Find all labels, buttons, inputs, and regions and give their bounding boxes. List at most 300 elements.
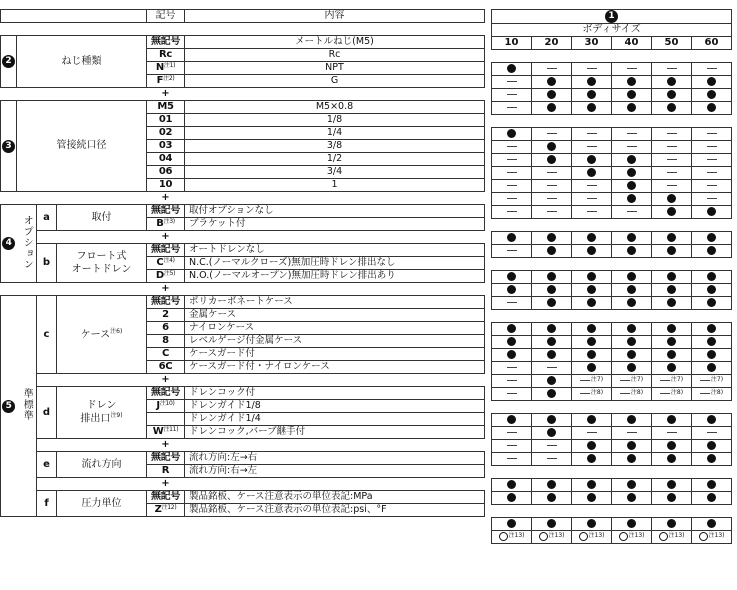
option-description: ポリカーボネートケース: [185, 296, 485, 309]
availability-cell: [532, 479, 572, 492]
availability-cell: [532, 388, 572, 401]
option-code: [147, 62, 185, 75]
spacer-cell: [185, 478, 485, 491]
available-dot: [587, 155, 596, 164]
availability-row: [492, 518, 732, 531]
size-header-values-row: [492, 37, 732, 50]
available-dot: [667, 285, 676, 294]
not-available-dash: [667, 133, 677, 134]
available-dot: [667, 194, 676, 203]
option-code-text: D: [155, 270, 164, 281]
not-available-dash: [707, 146, 717, 147]
available-dot: [707, 493, 716, 502]
availability-cell: [692, 440, 732, 453]
available-dot: [667, 77, 676, 86]
availability-cell: [692, 323, 732, 336]
availability-cell: [692, 453, 732, 466]
availability-cell: [532, 518, 572, 531]
availability-cell: [532, 531, 572, 544]
option-code-text: C: [161, 348, 170, 359]
not-available-dash: [707, 159, 717, 160]
availability-cell: [612, 128, 652, 141]
option-description: N.C.(ノーマルクローズ)無加圧時ドレン排出なし: [185, 257, 485, 270]
availability-cell: [692, 479, 732, 492]
availability-cell: [692, 284, 732, 297]
available-dot: [707, 233, 716, 242]
availability-note: 注8): [670, 389, 684, 396]
availability-cell: [532, 63, 572, 76]
availability-cell: [652, 349, 692, 362]
not-available-dash: [547, 445, 557, 446]
availability-cell: [692, 245, 732, 258]
spacer-row: [1, 192, 485, 205]
section-number-badge: 3: [2, 140, 15, 153]
plus-sign: +: [147, 192, 185, 205]
availability-cell: [572, 167, 612, 180]
option-code-text: 無記号: [150, 296, 181, 307]
not-available-dash: [587, 146, 597, 147]
sub-option-letter: f: [37, 491, 57, 517]
availability-cell: [652, 63, 692, 76]
section-number-cell: [1, 296, 17, 517]
spacer-cell: [492, 505, 732, 518]
available-dot: [627, 493, 636, 502]
availability-cell: [532, 154, 572, 167]
option-code: [147, 101, 185, 114]
available-dot: [507, 519, 516, 528]
availability-row: [492, 102, 732, 115]
spacer-cell: [492, 50, 732, 63]
available-dot: [547, 233, 556, 242]
option-description: ドレンガイド1/8: [185, 400, 485, 413]
available-dot: [587, 324, 596, 333]
available-dot: [667, 207, 676, 216]
availability-cell: [492, 479, 532, 492]
option-description: ケースガード付: [185, 348, 485, 361]
availability-cell: [692, 349, 732, 362]
option-description: ドレンコック付: [185, 387, 485, 400]
availability-note: 注8): [590, 389, 604, 396]
not-available-dash: [620, 380, 630, 381]
available-dot: [667, 103, 676, 112]
spacer-cell: [1, 23, 147, 36]
availability-row: [492, 492, 732, 505]
availability-cell: [572, 531, 612, 544]
option-code: [147, 257, 185, 270]
option-code-text: 無記号: [150, 36, 181, 47]
not-available-dash: [547, 198, 557, 199]
not-available-dash: [627, 68, 637, 69]
availability-cell: [492, 440, 532, 453]
availability-cell: [652, 141, 692, 154]
spacer-cell: [185, 23, 485, 36]
availability-row: [492, 388, 732, 401]
option-row: [1, 205, 485, 218]
availability-row: [492, 63, 732, 76]
spacer-cell: [185, 374, 485, 387]
availability-note: 注8): [630, 389, 644, 396]
option-code-text: 無記号: [150, 244, 181, 255]
availability-cell: [572, 102, 612, 115]
available-dot: [587, 441, 596, 450]
body-size-label: ボディサイズ: [492, 24, 732, 37]
availability-cell: [572, 180, 612, 193]
availability-cell: [692, 76, 732, 89]
option-code-text: 01: [158, 114, 173, 125]
option-code-text: 03: [158, 140, 173, 151]
availability-cell: [532, 206, 572, 219]
availability-cell: [492, 193, 532, 206]
availability-cell: [612, 297, 652, 310]
available-dot: [587, 480, 596, 489]
option-description: 1/2: [185, 153, 485, 166]
available-dot: [707, 519, 716, 528]
option-code: [147, 127, 185, 140]
available-dot: [507, 272, 516, 281]
available-dot: [587, 519, 596, 528]
available-dot: [547, 285, 556, 294]
plus-sign: +: [147, 478, 185, 491]
option-definition-body: [1, 10, 485, 517]
availability-cell: [612, 206, 652, 219]
option-row: [1, 452, 485, 465]
availability-note: 注13): [588, 532, 605, 540]
sub-option-title: [57, 244, 147, 283]
available-dot: [667, 415, 676, 424]
not-available-dash: [507, 211, 517, 212]
availability-cell: [612, 531, 652, 544]
option-description: ケースガード付・ナイロンケース: [185, 361, 485, 374]
availability-cell: [532, 180, 572, 193]
availability-cell: [652, 76, 692, 89]
available-dot: [507, 493, 516, 502]
availability-cell: [652, 440, 692, 453]
spacer-row: [1, 283, 485, 296]
availability-row: [492, 180, 732, 193]
available-dot: [627, 350, 636, 359]
availability-cell: [652, 89, 692, 102]
not-available-dash: [547, 211, 557, 212]
option-description: 流れ方向:右→左: [185, 465, 485, 478]
plus-sign: +: [147, 374, 185, 387]
option-code: [147, 400, 185, 413]
spacer-row: [1, 88, 485, 101]
availability-cell: [612, 492, 652, 505]
spacer-row: [492, 310, 732, 323]
option-code: [147, 166, 185, 179]
availability-cell: [492, 323, 532, 336]
not-available-dash: [507, 172, 517, 173]
sub-option-title-text: ケース: [80, 329, 111, 341]
availability-cell: [492, 128, 532, 141]
availability-cell: [692, 297, 732, 310]
availability-note: 注7): [670, 376, 684, 383]
available-dot: [547, 272, 556, 281]
available-dot: [507, 480, 516, 489]
availability-cell: [652, 388, 692, 401]
option-code-text: 8: [162, 335, 169, 346]
availability-cell: [612, 349, 652, 362]
availability-note: 注13): [508, 532, 525, 540]
availability-cell: [652, 297, 692, 310]
availability-body: [492, 10, 732, 544]
plus-sign: [147, 23, 185, 36]
option-code-text: F: [156, 75, 164, 86]
spacer-cell: [37, 478, 147, 491]
option-description: 3/8: [185, 140, 485, 153]
option-code: [147, 75, 185, 88]
availability-cell: [492, 271, 532, 284]
not-available-dash: [667, 172, 677, 173]
plus-sign: +: [147, 439, 185, 452]
availability-cell: [572, 232, 612, 245]
availability-row: [492, 89, 732, 102]
option-code: [147, 361, 185, 374]
available-dot: [587, 272, 596, 281]
availability-cell: [652, 102, 692, 115]
option-code-text: 6C: [158, 361, 173, 372]
section-number-cell: [1, 36, 17, 88]
availability-cell: [492, 362, 532, 375]
available-dot: [667, 337, 676, 346]
availability-cell: [492, 232, 532, 245]
available-dot: [707, 363, 716, 372]
availability-cell: [532, 284, 572, 297]
option-description: 1: [185, 179, 485, 192]
spacer-row: [492, 50, 732, 63]
available-dot: [627, 90, 636, 99]
availability-cell: [612, 167, 652, 180]
availability-cell: [612, 284, 652, 297]
available-dot: [587, 298, 596, 307]
available-dot: [667, 441, 676, 450]
option-code: [147, 36, 185, 49]
availability-cell: [652, 128, 692, 141]
available-dot: [627, 415, 636, 424]
available-dot: [707, 337, 716, 346]
not-available-dash: [627, 146, 637, 147]
availability-cell: [692, 427, 732, 440]
sub-option-title-text: 取付: [91, 212, 112, 223]
available-dot: [507, 129, 516, 138]
availability-cell: [492, 518, 532, 531]
available-dot: [707, 207, 716, 216]
availability-cell: [572, 414, 612, 427]
not-available-dash: [507, 250, 517, 251]
availability-cell: [692, 492, 732, 505]
available-dot: [627, 285, 636, 294]
availability-row: [492, 414, 732, 427]
option-code-text: B: [156, 218, 164, 229]
body-size-20: 20: [532, 37, 572, 50]
section-title: オプション: [21, 214, 33, 270]
not-available-dash: [707, 172, 717, 173]
option-code-text: 無記号: [150, 387, 181, 398]
available-dot: [707, 415, 716, 424]
availability-cell: [652, 323, 692, 336]
availability-note: 注7): [630, 376, 644, 383]
available-dot: [587, 493, 596, 502]
available-dot: [627, 298, 636, 307]
option-description: NPT: [185, 62, 485, 75]
body-size-60: 60: [692, 37, 732, 50]
available-dot: [707, 285, 716, 294]
availability-cell: [572, 271, 612, 284]
availability-row: [492, 245, 732, 258]
not-available-dash: [580, 393, 590, 394]
not-available-dash: [507, 185, 517, 186]
availability-cell: [612, 453, 652, 466]
not-available-dash: [587, 211, 597, 212]
plus-sign: +: [147, 88, 185, 101]
option-description: Rc: [185, 49, 485, 62]
option-description: レベルゲージ付金属ケース: [185, 335, 485, 348]
availability-row: [492, 453, 732, 466]
spacer-cell: [185, 439, 485, 452]
option-code: [147, 465, 185, 478]
section-number-badge: 5: [2, 400, 15, 413]
option-code-text: Z: [154, 504, 162, 515]
not-available-dash: [700, 380, 710, 381]
availability-cell: [692, 167, 732, 180]
available-dot: [667, 90, 676, 99]
option-code-text: 無記号: [150, 491, 181, 502]
availability-cell: [572, 206, 612, 219]
spacer-cell: [185, 283, 485, 296]
sub-option-title: [57, 387, 147, 439]
availability-cell: [692, 362, 732, 375]
availability-cell: [532, 193, 572, 206]
availability-cell: [532, 375, 572, 388]
availability-cell: [572, 141, 612, 154]
availability-cell: [492, 154, 532, 167]
option-code: [147, 179, 185, 192]
option-code-text: C: [156, 257, 164, 268]
availability-cell: [572, 453, 612, 466]
availability-cell: [572, 245, 612, 258]
availability-cell: [492, 531, 532, 544]
available-dot: [547, 155, 556, 164]
availability-cell: [572, 154, 612, 167]
not-available-dash: [547, 68, 557, 69]
availability-cell: [532, 232, 572, 245]
available-dot: [587, 285, 596, 294]
option-code-note: 注5): [163, 270, 176, 277]
size-header-label-row: [492, 24, 732, 37]
not-available-dash: [507, 458, 517, 459]
not-available-dash: [507, 302, 517, 303]
available-dot: [547, 337, 556, 346]
availability-cell: [532, 271, 572, 284]
availability-cell: [492, 297, 532, 310]
availability-cell: [532, 414, 572, 427]
spacer-row: [1, 231, 485, 244]
option-code-text: M5: [157, 101, 174, 112]
spacer-cell: [1, 88, 147, 101]
available-dot: [627, 337, 636, 346]
not-available-dash: [660, 393, 670, 394]
availability-cell: [612, 180, 652, 193]
option-code-text: 04: [158, 153, 173, 164]
option-code-text: Rc: [158, 49, 173, 60]
available-dot: [707, 324, 716, 333]
availability-cell: [652, 232, 692, 245]
not-available-dash: [660, 380, 670, 381]
not-available-dash: [507, 393, 517, 394]
available-dot: [507, 350, 516, 359]
availability-cell: [652, 453, 692, 466]
availability-cell: [492, 141, 532, 154]
not-available-dash: [707, 432, 717, 433]
option-description: G: [185, 75, 485, 88]
not-available-dash: [667, 68, 677, 69]
option-row: [1, 387, 485, 400]
option-description: N.O.(ノーマルオープン)無加圧時ドレン排出あり: [185, 270, 485, 283]
availability-cell: [612, 427, 652, 440]
availability-cell: [492, 167, 532, 180]
availability-cell: [572, 427, 612, 440]
available-dot: [627, 480, 636, 489]
availability-cell: [612, 63, 652, 76]
spacer-row: [1, 23, 485, 36]
availability-cell: [692, 414, 732, 427]
availability-cell: [692, 206, 732, 219]
available-dot: [587, 233, 596, 242]
option-code-text: 6: [162, 322, 169, 333]
available-dot: [707, 103, 716, 112]
availability-cell: [692, 388, 732, 401]
availability-cell: [572, 479, 612, 492]
body-size-30: 30: [572, 37, 612, 50]
availability-row: [492, 76, 732, 89]
availability-row: [492, 479, 732, 492]
available-dot: [627, 233, 636, 242]
option-code: [147, 335, 185, 348]
not-available-dash: [587, 198, 597, 199]
not-available-dash: [667, 432, 677, 433]
available-dot: [507, 285, 516, 294]
option-description: 3/4: [185, 166, 485, 179]
body-size-50: 50: [652, 37, 692, 50]
availability-cell: [692, 154, 732, 167]
option-description: ブラケット付: [185, 218, 485, 231]
availability-cell: [492, 414, 532, 427]
sub-option-title-line1: ドレン: [86, 400, 117, 412]
option-code-text: 無記号: [150, 452, 181, 463]
availability-cell: [692, 271, 732, 284]
header-diagonal-cell: [1, 10, 147, 23]
available-dot: [627, 519, 636, 528]
availability-cell: [692, 531, 732, 544]
available-dot: [667, 298, 676, 307]
body-size-number-cell: [492, 10, 732, 24]
availability-cell: [652, 414, 692, 427]
available-dot: [547, 77, 556, 86]
available-dot: [547, 324, 556, 333]
spacer-cell: [37, 231, 147, 244]
availability-cell: [492, 453, 532, 466]
not-available-dash: [707, 198, 717, 199]
availability-cell: [652, 362, 692, 375]
available-dot: [507, 64, 516, 73]
not-available-dash: [507, 146, 517, 147]
available-dot: [507, 415, 516, 424]
available-dot: [627, 181, 636, 190]
option-description: M5×0.8: [185, 101, 485, 114]
section-title: ねじ種類: [17, 36, 147, 88]
available-dot: [587, 415, 596, 424]
spacer-cell: [492, 310, 732, 323]
